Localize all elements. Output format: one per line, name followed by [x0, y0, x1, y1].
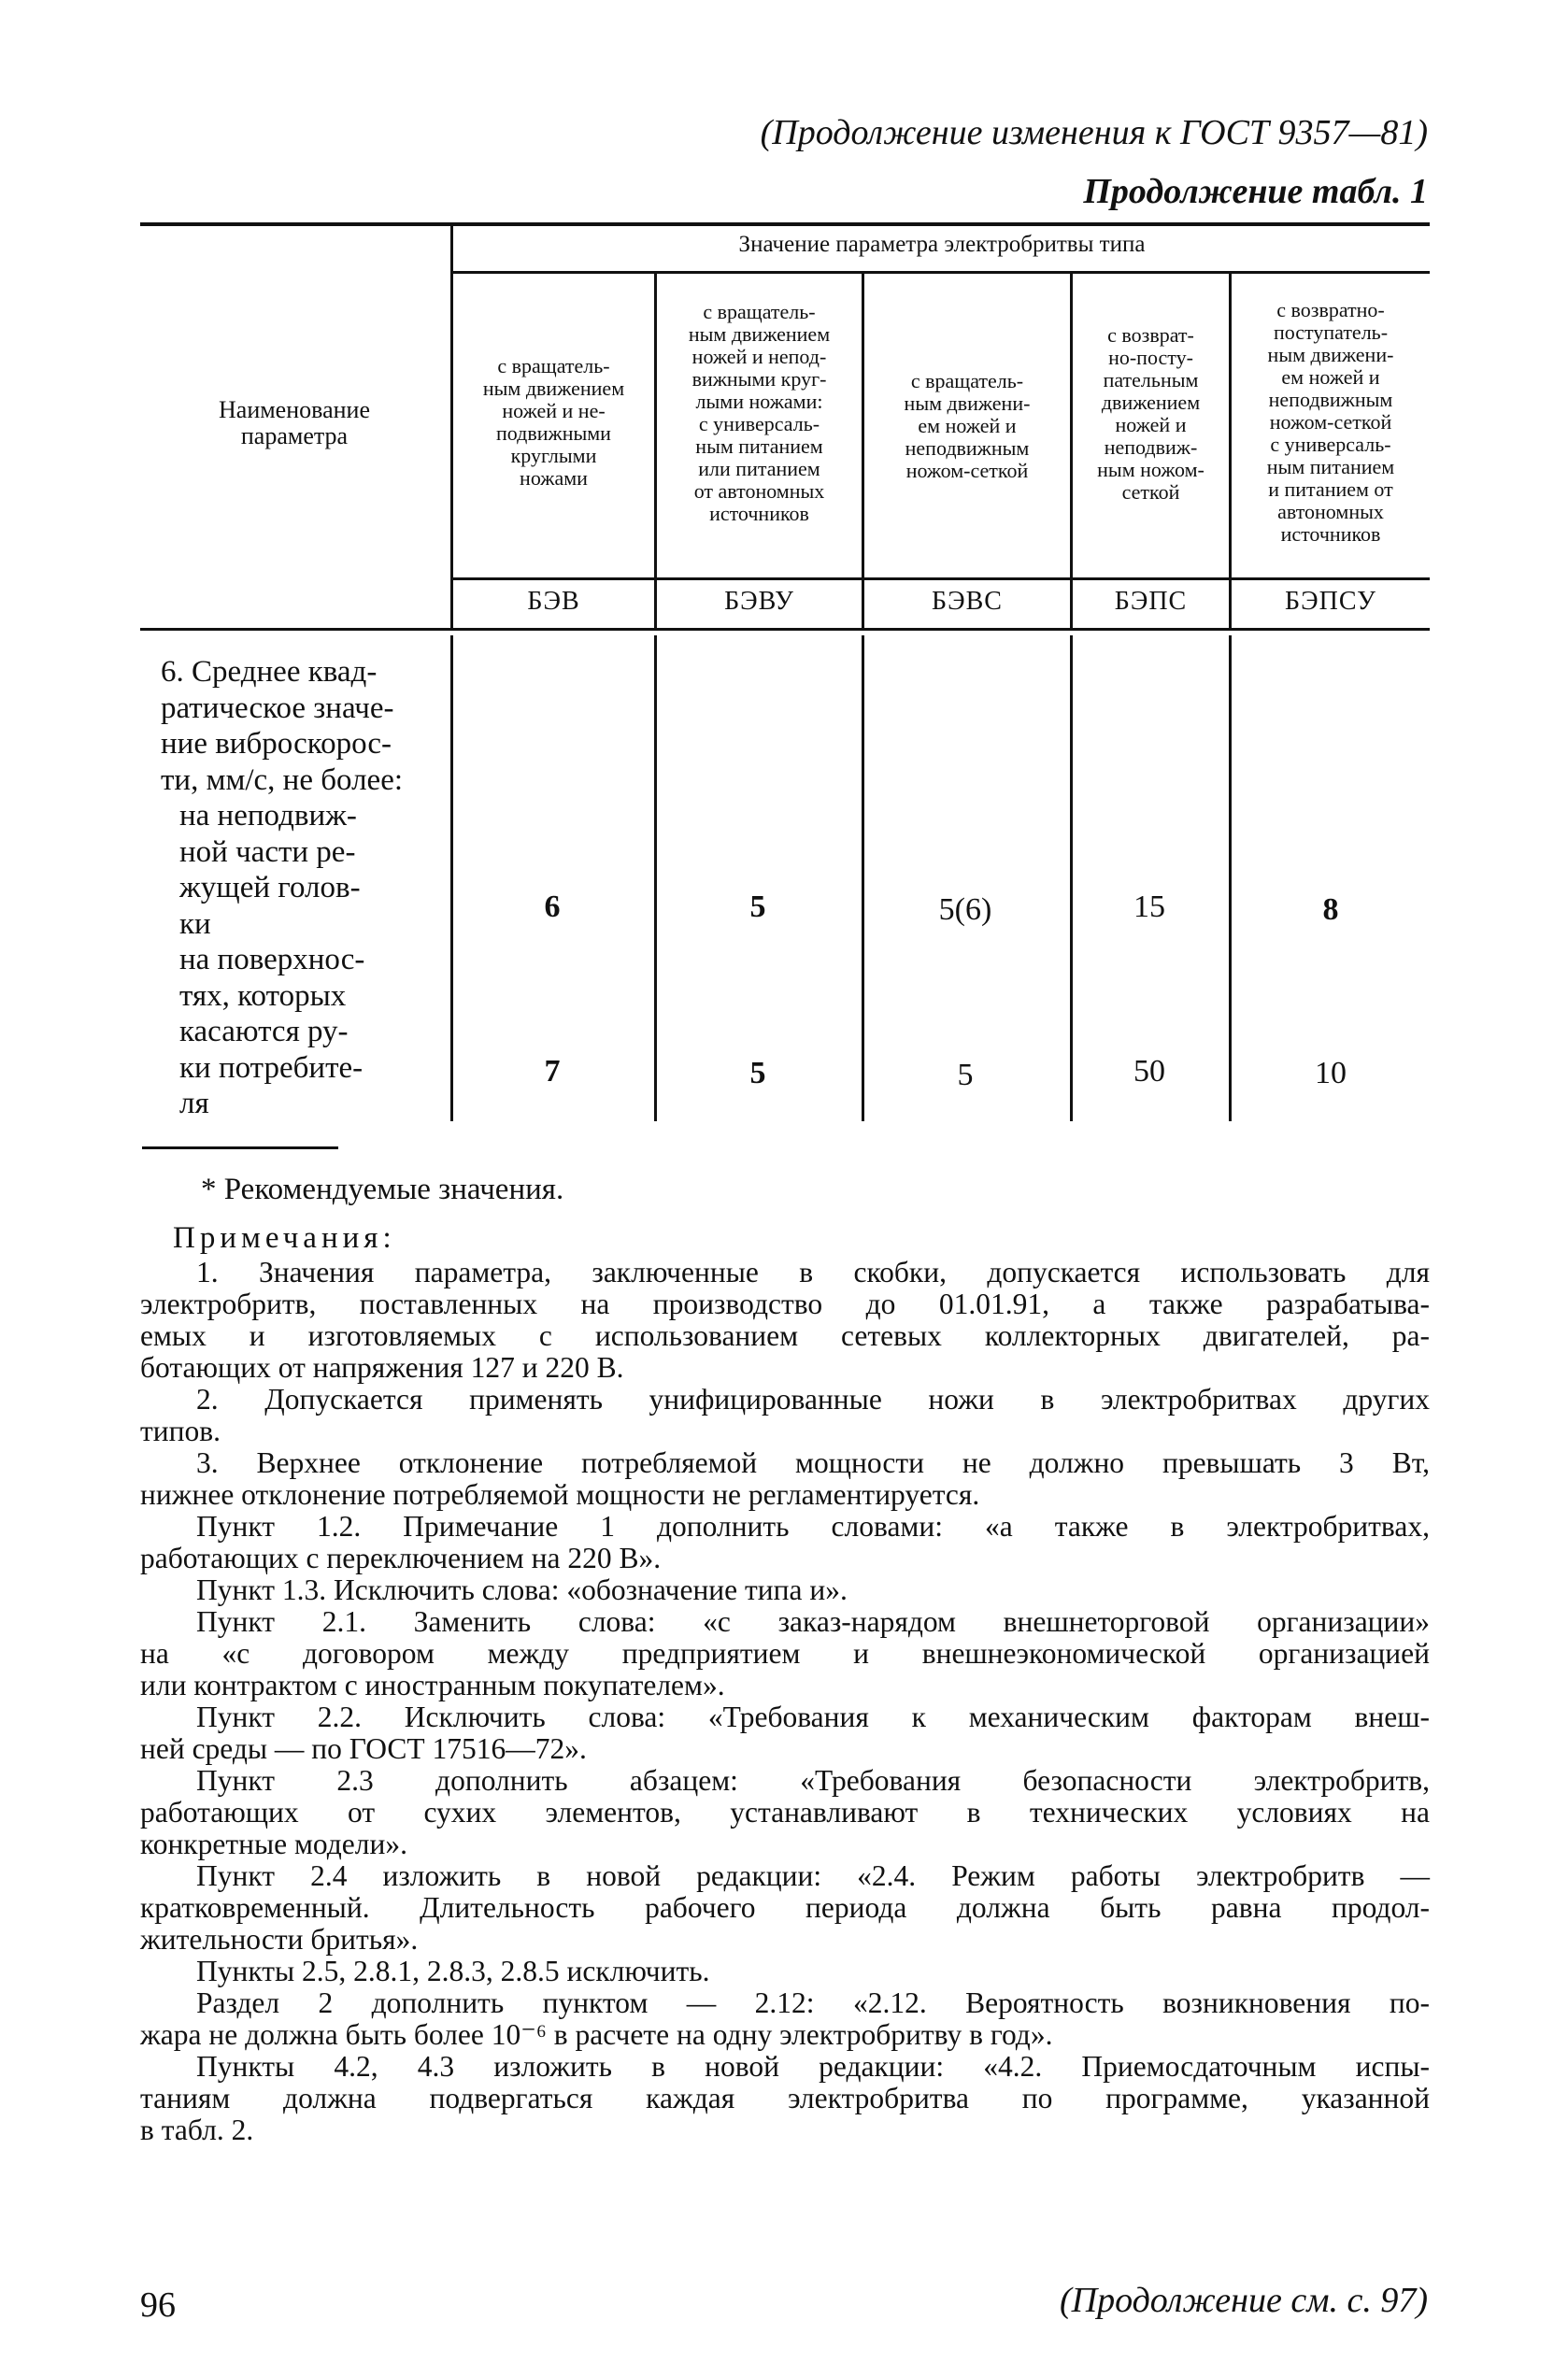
row-label-line: касаются ру-: [179, 1015, 349, 1048]
note-line: конкретные модели».: [140, 1828, 407, 1860]
value-bev-surface: 7: [544, 1054, 561, 1089]
note-line: или контрактом с иностранным покупателем».: [140, 1669, 725, 1701]
note-paragraph: [140, 1606, 1430, 1701]
value-beps-surface: 50: [1133, 1054, 1165, 1089]
body-col-divider-1: [654, 635, 657, 1121]
note-line: 1. Значения параметра, заключенные в скобки, допускается использовать для: [196, 1256, 1430, 1288]
col-desc-line: ножом-сеткой: [905, 459, 1029, 482]
col-desc-line: пательным: [1103, 368, 1199, 391]
col-desc-line: ножей и: [1115, 413, 1187, 436]
col-desc-line: поступатель-: [1273, 320, 1389, 344]
col-desc-bevs: [864, 370, 1070, 482]
col-desc-line: подвижными: [496, 421, 611, 445]
note-line: ботающих от напряжения 127 и 220 В.: [140, 1351, 624, 1384]
col-desc-line: или питанием: [698, 457, 820, 480]
row-label-line: тях, которых: [179, 978, 347, 1013]
col-desc-line: неподвиж-: [1104, 435, 1198, 459]
note-line: в табл. 2.: [140, 2114, 254, 2146]
note-paragraph: [140, 1257, 1430, 1384]
col-desc-line: ным движени-: [1267, 343, 1394, 366]
note-line: Пункты 2.5, 2.8.1, 2.8.3, 2.8.5 исключить.: [196, 1955, 710, 1987]
note-paragraph: [140, 1956, 1430, 1987]
note-line: Пункт 2.3 дополнить абзацем: «Требования безопасности электробритв,: [196, 1764, 1430, 1797]
col-desc-line: движением: [1101, 391, 1201, 414]
header-bottom-rule: [140, 628, 1430, 631]
row-label-line: ки: [179, 906, 211, 941]
col-desc-bev: [453, 355, 654, 490]
col-desc-line: автономных: [1277, 500, 1384, 523]
row-label-line: ти, мм/с, не более:: [161, 762, 404, 797]
value-bevu-head: 5: [749, 890, 766, 924]
col-desc-line: источников: [1280, 522, 1381, 546]
note-line: на «с договором между предприятием и внешнеэкономической организацией: [140, 1637, 1430, 1670]
value-bepsu-surface: 10: [1315, 1056, 1347, 1090]
col-desc-bevu: [657, 301, 862, 525]
footnote-separator: [142, 1146, 338, 1149]
note-paragraph: [140, 1574, 1430, 1606]
row-label-line: ние виброскорос-: [161, 727, 392, 761]
row-label-vibration: [161, 654, 450, 1122]
value-beps-head: 15: [1133, 890, 1165, 924]
body-col-divider-3: [1070, 635, 1073, 1121]
param-header-line: Наименование: [219, 396, 370, 423]
row-label-line: жущей голов-: [179, 871, 361, 904]
note-line: работающих с переключением на 220 В».: [140, 1542, 662, 1574]
col-desc-line: ным движением: [482, 377, 625, 400]
notes-title: Примечания:: [173, 1221, 396, 1255]
col-desc-line: с вращатель-: [910, 369, 1024, 392]
col-desc-line: ножей и непод-: [691, 345, 827, 368]
col-desc-line: неподвижным: [1268, 388, 1393, 411]
group-header-rule: [452, 271, 1430, 274]
group-header: Значение параметра электробритвы типа: [738, 232, 1146, 257]
col-desc-line: неподвижным: [905, 436, 1030, 460]
note-line: типов.: [140, 1415, 221, 1447]
note-paragraph: [140, 1765, 1430, 1860]
col-desc-line: лыми ножами:: [695, 390, 823, 413]
col-code-bev: БЭВ: [527, 587, 580, 616]
col-desc-beps: [1073, 324, 1229, 504]
notes-body: [140, 1257, 1430, 2146]
col-desc-line: сеткой: [1121, 480, 1180, 504]
note-line: Пункт 1.3. Исключить слова: «обозначение типа и».: [196, 1573, 848, 1606]
col-desc-line: ным движением: [688, 322, 831, 346]
note-paragraph: [140, 1701, 1430, 1765]
note-line: таниям должна подвергаться каждая электробритва по программе, указанной: [140, 2082, 1430, 2114]
col-desc-line: ным движени-: [904, 391, 1031, 415]
note-line: Раздел 2 дополнить пунктом — 2.12: «2.12. Вероятность возникновения по-: [196, 1986, 1430, 2019]
note-paragraph: [140, 1987, 1430, 2051]
col-desc-line: ным ножом-: [1097, 458, 1205, 481]
note-line: ней среды — по ГОСТ 17516—72».: [140, 1732, 587, 1765]
note-line: жара не должна быть более 10⁻⁶ в расчете на одну электробритву в год».: [140, 2018, 1053, 2051]
note-line: 2. Допускается применять унифицированные ножи в электробритвах других: [196, 1383, 1430, 1416]
note-line: электробритв, поставленных на производство до 01.01.91, а также разрабатыва-: [140, 1288, 1430, 1320]
col-desc-line: ножами: [520, 466, 588, 490]
col-code-beps: БЭПС: [1114, 587, 1188, 616]
note-line: работающих от сухих элементов, устанавливают в технических условиях на: [140, 1796, 1430, 1829]
note-paragraph: [140, 1384, 1430, 1447]
col-desc-line: ным питанием: [1266, 455, 1395, 478]
value-bepsu-head: 8: [1322, 892, 1339, 927]
note-line: Пункты 4.2, 4.3 изложить в новой редакции: «4.2. Приемосдаточным испы-: [196, 2050, 1430, 2083]
value-bevs-surface: 5: [957, 1058, 974, 1092]
col-code-bepsu: БЭПСУ: [1285, 587, 1376, 616]
note-line: 3. Верхнее отклонение потребляемой мощности не должно превышать 3 Вт,: [196, 1446, 1430, 1479]
footnote: * Рекомендуемые значения.: [201, 1173, 564, 1206]
col-desc-line: с возвратно-: [1276, 298, 1385, 321]
body-col-divider-2: [862, 635, 864, 1121]
note-line: емых и изготовляемых с использованием сетевых коллекторных двигателей, ра-: [140, 1319, 1430, 1352]
col-desc-line: ножом-сеткой: [1269, 410, 1392, 434]
col-desc-bepsu: [1232, 299, 1430, 546]
param-header-line: параметра: [240, 422, 349, 449]
note-line: Пункт 2.2. Исключить слова: «Требования к механическим факторам внеш-: [196, 1701, 1430, 1733]
code-row-top-rule: [452, 577, 1430, 580]
col-desc-line: круглыми: [510, 444, 597, 467]
col-desc-line: и питанием от: [1268, 477, 1393, 501]
col-desc-line: ем ножей и: [918, 414, 1017, 437]
row-label-line: ратическое значе-: [161, 690, 394, 725]
row-label-line: на неподвиж-: [179, 799, 357, 833]
table-top-rule: [140, 222, 1430, 226]
note-paragraph: [140, 2051, 1430, 2146]
body-col-divider-4: [1229, 635, 1232, 1121]
param-header: [140, 397, 449, 449]
col-code-bevs: БЭВС: [932, 587, 1003, 616]
col-desc-line: вижными круг-: [691, 367, 827, 391]
row-label-line: ки потребите-: [179, 1050, 363, 1085]
col-desc-line: с универсаль-: [698, 412, 820, 435]
note-line: Пункт 2.1. Заменить слова: «с заказ-нарядом внешнеторговой организации»: [196, 1605, 1430, 1638]
col-desc-line: ным питанием: [695, 434, 823, 458]
footer-continuation: (Продолжение см. с. 97): [1059, 2281, 1428, 2320]
col-desc-line: с универсаль-: [1270, 433, 1391, 456]
body-col-divider-0: [450, 635, 453, 1121]
col-desc-line: ем ножей и: [1281, 365, 1380, 389]
col-desc-line: с вращатель-: [703, 300, 816, 323]
note-paragraph: [140, 1860, 1430, 1956]
row-label-line: ной части ре-: [179, 834, 356, 869]
col-desc-line: источников: [709, 502, 809, 525]
col-desc-line: с возврат-: [1107, 323, 1194, 347]
note-line: Пункт 2.4 изложить в новой редакции: «2.4. Режим работы электробритв —: [196, 1859, 1430, 1892]
value-bevu-surface: 5: [749, 1056, 766, 1090]
note-line: Пункт 1.2. Примечание 1 дополнить словами: «а также в электробритвах,: [196, 1510, 1430, 1543]
note-paragraph: [140, 1511, 1430, 1574]
col-desc-line: но-посту-: [1108, 346, 1193, 369]
value-bev-head: 6: [544, 890, 561, 924]
page-number: 96: [140, 2285, 176, 2325]
note-paragraph: [140, 1447, 1430, 1511]
note-line: жительности бритья».: [140, 1923, 419, 1956]
continuation-header: (Продолжение изменения к ГОСТ 9357—81): [760, 113, 1428, 152]
row-label-line: на поверхнос-: [179, 943, 365, 976]
col-desc-line: от автономных: [693, 479, 825, 503]
note-line: кратковременный. Длительность рабочего периода должна быть равна продол-: [140, 1891, 1430, 1924]
row-label-line: ля: [179, 1087, 209, 1120]
col-desc-line: ножей и не-: [502, 399, 606, 422]
row-label-line: 6. Среднее квад-: [161, 655, 378, 689]
note-line: нижнее отклонение потребляемой мощности не регламентируется.: [140, 1478, 980, 1511]
value-bevs-head: 5(6): [938, 892, 992, 927]
col-code-bevu: БЭВУ: [724, 587, 794, 616]
col-desc-line: с вращатель-: [497, 354, 610, 377]
table-continuation-label: Продолжение табл. 1: [1083, 172, 1428, 211]
